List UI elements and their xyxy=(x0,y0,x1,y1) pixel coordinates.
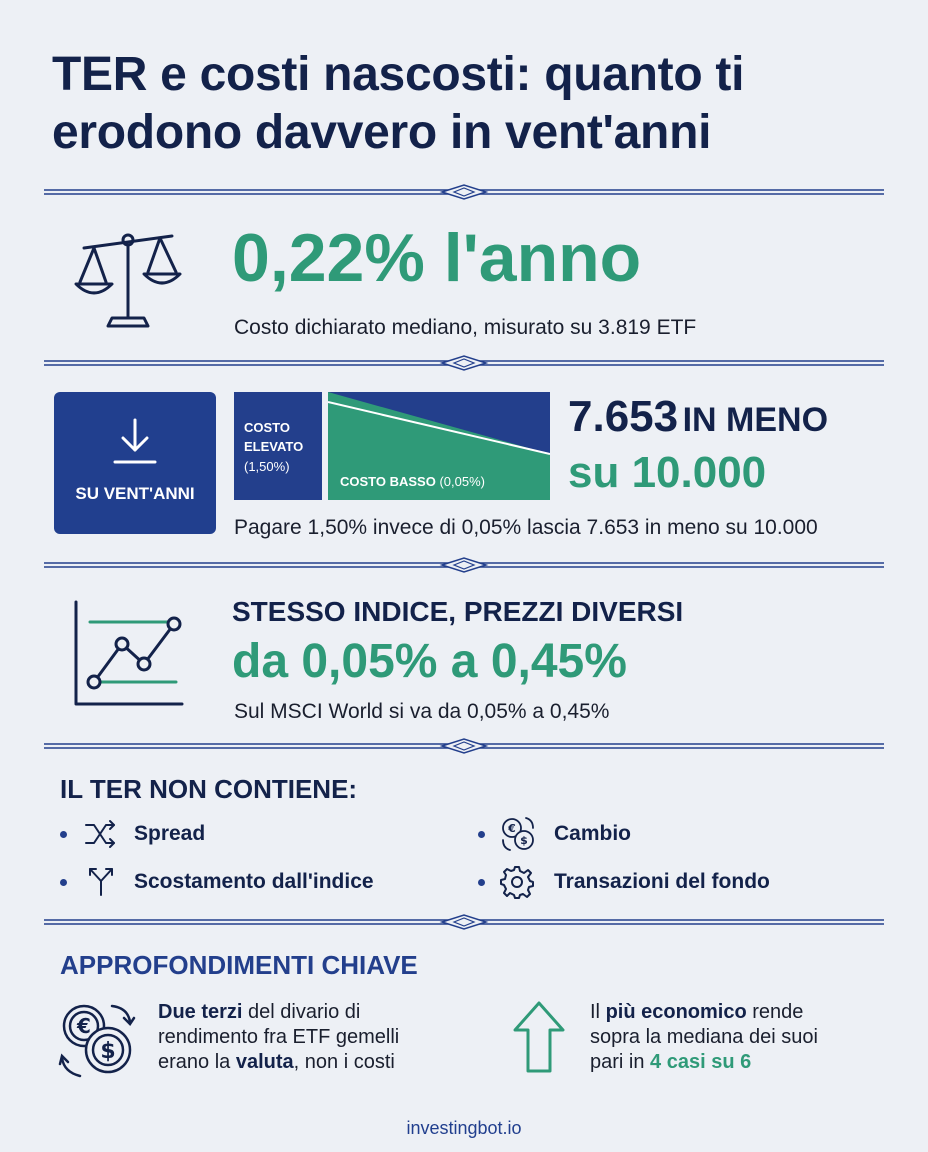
low-cost-pct: (0,05%) xyxy=(439,474,485,489)
not-included-heading: IL TER NON CONTIENE: xyxy=(60,774,358,804)
insight1-text3: erano la xyxy=(158,1051,236,1073)
title-line-2: erodono davvero in vent'anni xyxy=(52,106,712,159)
same-index-heading: STESSO INDICE, PREZZI DIVERSI xyxy=(232,596,684,627)
high-cost-label-2: ELEVATO xyxy=(244,439,304,454)
diverge-icon xyxy=(86,865,116,897)
arrow-up-icon xyxy=(512,1000,566,1074)
svg-text:$: $ xyxy=(520,834,528,847)
insight2-text1: Il xyxy=(590,1001,606,1023)
section-divider xyxy=(44,914,884,930)
item-label-currency: Cambio xyxy=(554,822,632,845)
annual-cost-headline: 0,22% l'anno xyxy=(232,220,642,296)
cost-comparison-bar xyxy=(234,392,550,500)
loss-caption: Pagare 1,50% invece di 0,05% lascia 7.653 in meno su 10.000 xyxy=(234,516,818,539)
section-divider xyxy=(44,557,884,573)
list-item xyxy=(60,816,460,852)
item-label-spread: Spread xyxy=(134,822,206,845)
loss-suffix: IN MENO xyxy=(682,401,829,439)
loss-number: 7.653 xyxy=(568,392,679,441)
section-divider xyxy=(44,738,884,754)
item-label-transactions: Transazioni del fondo xyxy=(554,870,770,893)
twenty-years-label: SU VENT'ANNI xyxy=(75,484,195,503)
list-item xyxy=(60,864,460,900)
list-item xyxy=(478,864,878,900)
bullet-dot xyxy=(60,879,67,886)
insight2-bold1: più economico xyxy=(605,1001,747,1023)
section-divider xyxy=(44,355,884,371)
insight1-text2: rendimento fra ETF gemelli xyxy=(158,1026,400,1048)
bullet-dot xyxy=(478,831,485,838)
currency-exchange-icon xyxy=(500,816,536,852)
bullet-dot xyxy=(60,831,67,838)
bullet-dot xyxy=(478,879,485,886)
insight-currency xyxy=(158,1000,478,1075)
line-chart-icon xyxy=(72,600,186,708)
svg-text:€: € xyxy=(508,822,516,835)
svg-text:$: $ xyxy=(100,1039,116,1064)
ter-range-headline: da 0,05% a 0,45% xyxy=(232,635,627,688)
arrow-down-icon xyxy=(109,416,161,468)
gear-icon xyxy=(500,865,534,899)
insight1-text4: , non i costi xyxy=(293,1051,395,1073)
insight1-bold2: valuta xyxy=(235,1051,294,1073)
list-item xyxy=(478,816,878,852)
footer-link[interactable]: investingbot.io xyxy=(406,1118,522,1138)
high-cost-pct: (1,50%) xyxy=(244,459,290,474)
euro-dollar-exchange-icon xyxy=(58,1000,138,1080)
high-cost-label-1: COSTO xyxy=(244,420,290,435)
scale-icon xyxy=(72,226,188,334)
insight2-text3: sopra la mediana dei suoi xyxy=(590,1026,818,1048)
low-cost-label xyxy=(340,474,485,489)
page-title xyxy=(52,46,902,162)
insight2-text2: rende xyxy=(746,1001,804,1023)
twenty-years-card xyxy=(54,392,216,534)
insight1-text1: del divario di xyxy=(242,1001,361,1023)
high-cost-bar xyxy=(234,392,322,500)
low-cost-label-text: COSTO BASSO xyxy=(340,474,436,489)
annual-cost-caption: Costo dichiarato mediano, misurato su 3.819 ETF xyxy=(234,316,697,339)
loss-headline xyxy=(568,392,828,442)
insights-heading: APPROFONDIMENTI CHIAVE xyxy=(60,950,418,980)
loss-base: su 10.000 xyxy=(568,448,767,497)
item-label-tracking: Scostamento dall'indice xyxy=(134,870,374,893)
insight-cheapest xyxy=(590,1000,890,1075)
ter-range-caption: Sul MSCI World si va da 0,05% a 0,45% xyxy=(234,700,610,723)
section-divider xyxy=(44,184,884,200)
insight1-bold1: Due terzi xyxy=(158,1001,243,1023)
title-line-1: TER e costi nascosti: quanto ti xyxy=(52,48,745,101)
insight2-text4: pari in xyxy=(590,1051,651,1073)
insight2-green: 4 casi su 6 xyxy=(650,1051,752,1073)
shuffle-icon xyxy=(84,819,116,849)
svg-text:€: € xyxy=(77,1014,91,1038)
